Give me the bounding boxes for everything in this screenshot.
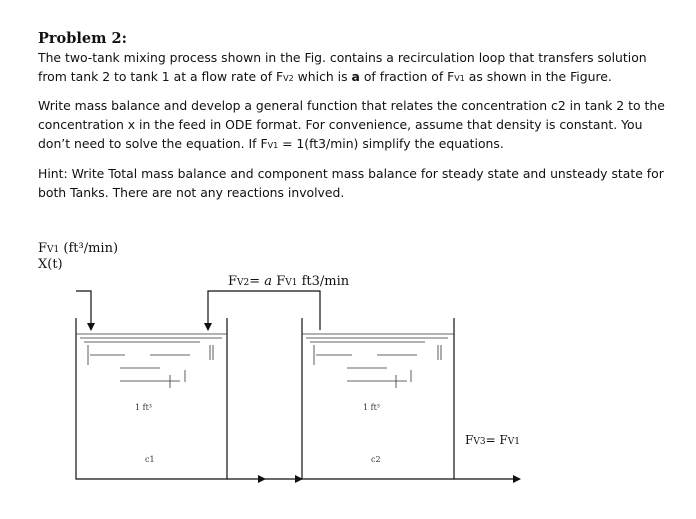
p1-text-1: The two-tank mixing process shown in the Fig. contains a recirculation loop that transfers solution from tank 2 to tank 1 at a flow rate of F (38, 50, 647, 84)
tank2-liquid-surface (302, 334, 454, 388)
tank1-liquid-surface (76, 334, 227, 388)
feed-pipe (76, 291, 91, 330)
feed-flow-label: FV1 (ft³/min) (38, 241, 119, 256)
tank2-volume-label: 1 ft³ (363, 403, 381, 412)
outlet-flow-label: FV3= FV1 (465, 433, 520, 447)
p1-text-2: which is (293, 69, 352, 84)
transfer-arrowhead (258, 475, 266, 483)
p1-bold-a: a (351, 69, 360, 84)
p1-text-4: as shown in the Figure. (464, 69, 612, 84)
p2-text-1: Write mass balance and develop a general function that relates the concentration c2 in tank 2 to the concentration x in the feed in ODE format. For convenience, assume that density is constant. You don’t need to solve the equation. If F (38, 98, 665, 151)
tank1-volume-label: 1 ft³ (135, 403, 153, 412)
problem-title: Problem 2: (38, 30, 127, 47)
recycle-pipe (208, 291, 320, 330)
p1-text-3: of fraction of F (359, 69, 455, 84)
p2-sub-1: V1 (267, 141, 279, 150)
p1-sub-2: V1 (454, 74, 465, 83)
tank1-concentration-label: c1 (145, 455, 155, 464)
p1-sub-1: V2 (283, 74, 294, 83)
tank2-concentration-label: c2 (371, 455, 381, 464)
feed-concentration-label: X(t) (38, 257, 63, 272)
recycle-flow-label: FV2= a FV1 ft3/min (228, 274, 350, 289)
problem-hint: Hint: Write Total mass balance and component mass balance for steady state and unsteady state for both Tanks. There are not any reactions involved. (38, 166, 664, 200)
p2-text-2: = 1(ft3/min) simplify the equations. (278, 136, 504, 151)
